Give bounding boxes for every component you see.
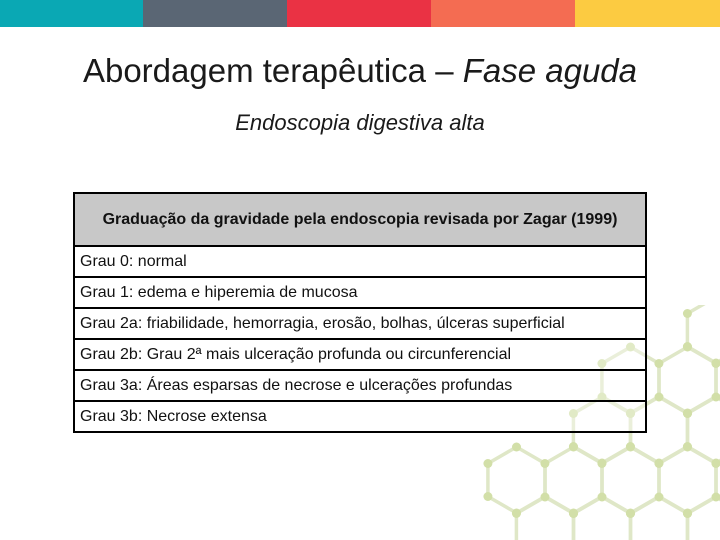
hexagon-node: [683, 343, 692, 352]
hexagon-node: [626, 509, 635, 518]
table-row: [74, 370, 646, 401]
table-row: [74, 277, 646, 308]
color-bar-segment: [287, 0, 431, 27]
slide-subtitle: Endoscopia digestiva alta: [235, 110, 485, 135]
hexagon-node: [597, 459, 606, 468]
hexagon-node: [654, 459, 663, 468]
hexagon-shape: [687, 397, 720, 463]
hexagon-node: [569, 509, 578, 518]
hexagon-node: [512, 443, 521, 452]
hexagon-node: [483, 492, 492, 501]
table-row: [74, 401, 646, 432]
table-header: Graduação da gravidade pela endoscopia revisada por Zagar (1999): [74, 193, 646, 246]
hexagon-shape: [573, 497, 630, 540]
hexagon-node: [512, 509, 521, 518]
slide-title: [0, 52, 720, 90]
hexagon-node: [683, 442, 692, 451]
color-bar-segment: [0, 0, 143, 27]
hexagon-node: [683, 509, 692, 518]
color-bar-segment: [575, 0, 720, 27]
top-color-bar: [0, 0, 720, 27]
hexagon-node: [541, 493, 550, 502]
color-bar-segment: [431, 0, 575, 27]
hexagon-node: [711, 459, 720, 468]
table-header-row: [74, 193, 646, 246]
slide-title-main: Abordagem terapêutica –: [82, 52, 463, 89]
hexagon-node: [683, 309, 692, 318]
table-row: [74, 246, 646, 277]
hexagon-shape: [516, 497, 573, 540]
hexagon-node: [483, 459, 492, 468]
table-row: [74, 308, 646, 339]
hexagon-node: [654, 359, 663, 368]
hexagon-node: [626, 442, 635, 451]
table-cell: Grau 3a: Áreas esparsas de necrose e ulcerações profundas: [74, 370, 646, 401]
hexagon-shape: [687, 497, 720, 540]
table-cell: Grau 2a: friabilidade, hemorragia, erosão, bolhas, úlceras superficial: [74, 308, 646, 339]
slide-title-italic: Fase aguda: [462, 52, 638, 89]
hexagon-node: [598, 493, 607, 502]
hexagon-shape: [716, 447, 720, 513]
hexagon-node: [655, 493, 664, 502]
table-cell: Grau 0: normal: [74, 246, 646, 277]
hexagon-shape: [630, 497, 687, 540]
hexagon-shape: [716, 347, 720, 413]
color-bar-segment: [143, 0, 287, 27]
table-row: [74, 339, 646, 370]
table-cell: Grau 1: edema e hiperemia de mucosa: [74, 277, 646, 308]
hexagon-shape: [687, 305, 720, 363]
hexagon-node: [683, 409, 692, 418]
hexagon-node: [655, 393, 664, 402]
table-cell: Grau 2b: Grau 2ª mais ulceração profunda ou circunferencial: [74, 339, 646, 370]
table-cell: Grau 3b: Necrose extensa: [74, 401, 646, 432]
grading-table: [73, 192, 647, 433]
hexagon-node: [569, 443, 578, 452]
hexagon-node: [711, 359, 720, 368]
hexagon-node: [540, 459, 549, 468]
